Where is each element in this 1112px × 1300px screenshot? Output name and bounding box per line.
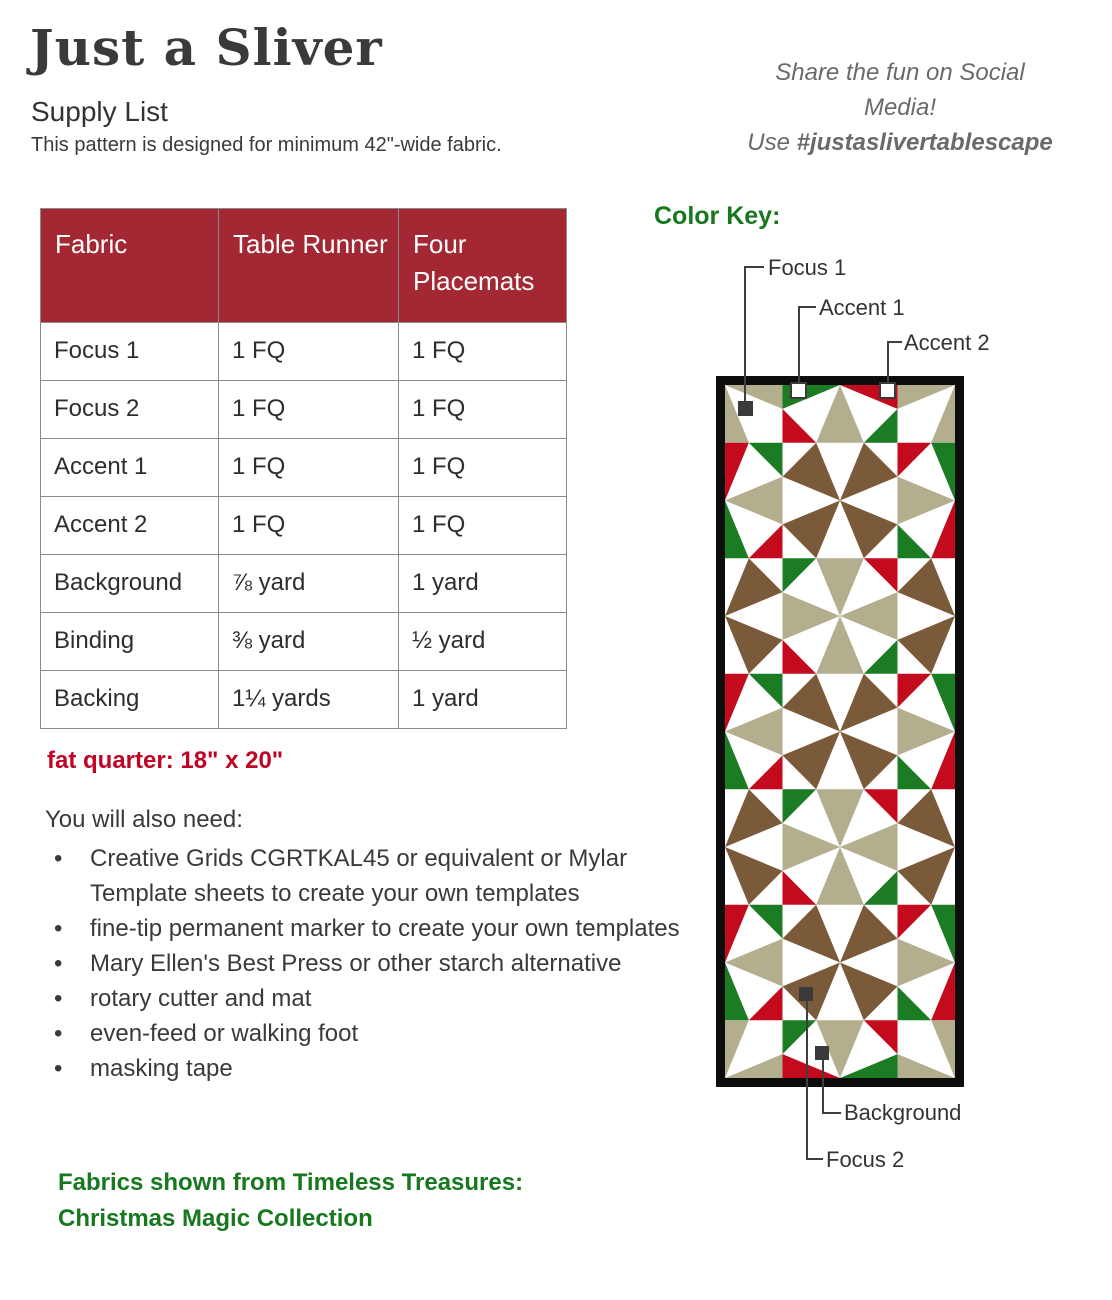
key-line-focus1-vertical: [744, 266, 746, 403]
table-row: [41, 613, 567, 671]
supply-list-item: • Creative Grids CGRTKAL45 or equivalent or Mylar Template sheets to create your own templates: [40, 841, 690, 911]
key-marker-background: [815, 1046, 829, 1060]
table-cell: 1 FQ: [399, 323, 567, 381]
key-label-focus1: Focus 1: [768, 255, 847, 280]
supply-list-item: • even-feed or walking foot: [40, 1016, 690, 1051]
table-row: [41, 497, 567, 555]
table-cell: Accent 1: [41, 439, 219, 497]
social-line-2: Media!: [863, 94, 937, 121]
table-cell: 1 FQ: [399, 381, 567, 439]
key-label-accent2: Accent 2: [904, 330, 990, 355]
key-line-background-horizontal: [822, 1112, 841, 1114]
supply-list-item: • masking tape: [40, 1051, 690, 1086]
key-line-focus2-horizontal: [806, 1158, 823, 1160]
table-cell: ⅜ yard: [219, 613, 399, 671]
supply-table-header: [41, 209, 567, 323]
table-cell: Background: [41, 555, 219, 613]
social-hashtag: #justaslivertablescape: [796, 129, 1053, 156]
table-cell: 1 FQ: [219, 323, 399, 381]
table-cell: ½ yard: [399, 613, 567, 671]
fabrics-note-line-1: Fabrics shown from Timeless Treasures:: [58, 1169, 524, 1196]
table-cell: 1 FQ: [219, 439, 399, 497]
table-cell: Binding: [41, 613, 219, 671]
also-need-list: [40, 841, 690, 1086]
key-line-focus1-horizontal: [744, 266, 764, 268]
column-header-table-runner: Table Runner: [219, 209, 399, 323]
table-row: [41, 555, 567, 613]
table-row: [41, 323, 567, 381]
table-cell: Focus 1: [41, 323, 219, 381]
table-row: [41, 671, 567, 729]
column-header-four-placemats: Four Placemats: [399, 209, 567, 323]
table-cell: 1 FQ: [399, 497, 567, 555]
table-cell: 1¼ yards: [219, 671, 399, 729]
social-line-3: [715, 125, 1085, 160]
key-line-accent1-vertical: [798, 306, 800, 384]
quilt-graphic: [716, 376, 964, 1087]
table-row: [41, 439, 567, 497]
page-title: Just a Sliver: [30, 18, 383, 77]
table-cell: 1 yard: [399, 555, 567, 613]
key-line-background-vertical: [822, 1058, 824, 1114]
key-marker-focus2: [799, 987, 813, 1001]
fabrics-note-line-2: Christmas Magic Collection: [58, 1205, 373, 1232]
table-row: [41, 381, 567, 439]
supply-table: [40, 208, 567, 729]
fat-quarter-note: fat quarter: 18" x 20": [47, 747, 284, 774]
fabric-width-note: This pattern is designed for minimum 42"-wide fabric.: [31, 134, 502, 156]
social-media-note: [715, 55, 1085, 160]
color-key-heading: Color Key:: [654, 202, 781, 230]
key-line-focus2-vertical: [806, 999, 808, 1160]
supply-list-item: • fine-tip permanent marker to create your own templates: [40, 911, 690, 946]
social-line-1: Share the fun on Social: [775, 59, 1025, 86]
table-cell: 1 yard: [399, 671, 567, 729]
table-cell: 1 FQ: [399, 439, 567, 497]
table-cell: Backing: [41, 671, 219, 729]
key-marker-accent1: [790, 382, 807, 399]
supply-list-item: • Mary Ellen's Best Press or other starch alternative: [40, 946, 690, 981]
key-marker-focus1: [738, 401, 753, 416]
page-subtitle: Supply List: [31, 96, 168, 127]
key-line-accent1-horizontal: [798, 306, 816, 308]
table-cell: 1 FQ: [219, 497, 399, 555]
key-label-background: Background: [844, 1100, 962, 1125]
also-need-heading: You will also need:: [45, 806, 243, 833]
key-line-accent2-vertical: [887, 341, 889, 384]
table-cell: Focus 2: [41, 381, 219, 439]
table-cell: ⅞ yard: [219, 555, 399, 613]
key-label-focus2: Focus 2: [826, 1147, 905, 1172]
table-cell: 1 FQ: [219, 381, 399, 439]
fabrics-collection-note: [58, 1165, 523, 1237]
key-line-accent2-horizontal: [887, 341, 902, 343]
social-use-prefix: Use: [747, 129, 797, 156]
table-cell: Accent 2: [41, 497, 219, 555]
supply-list-item: • rotary cutter and mat: [40, 981, 690, 1016]
column-header-fabric: Fabric: [41, 209, 219, 323]
key-marker-accent2: [879, 382, 896, 399]
key-label-accent1: Accent 1: [819, 295, 905, 320]
